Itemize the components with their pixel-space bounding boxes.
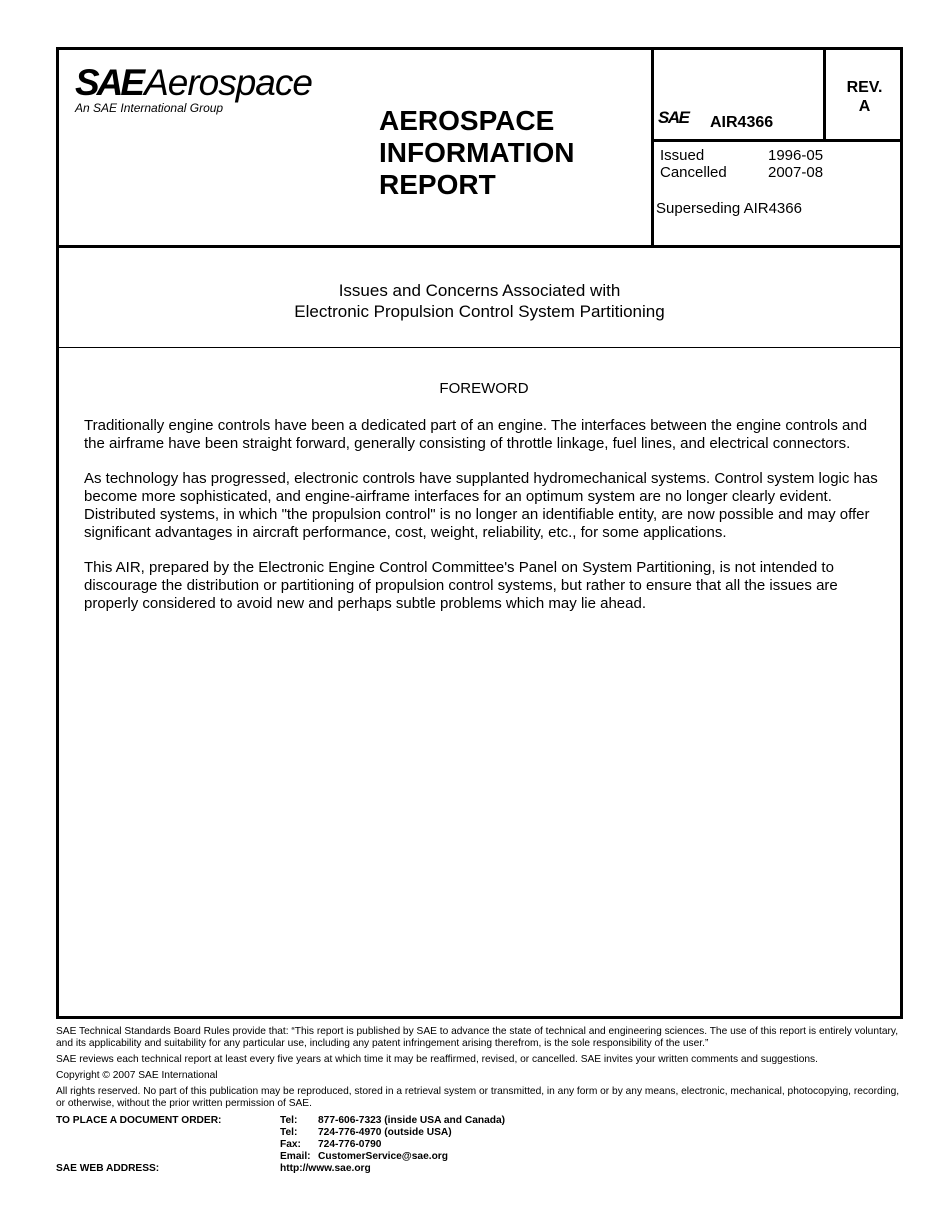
document-header <box>59 50 900 248</box>
logo-brand: SAE <box>75 62 143 103</box>
contact-label: Tel: <box>280 1115 298 1126</box>
contact-label: Fax: <box>280 1139 301 1150</box>
cancelled-date: 2007-08 <box>768 164 824 181</box>
contact-email: CustomerService@sae.org <box>318 1151 448 1162</box>
order-contacts <box>280 1115 505 1163</box>
superseding-note: Superseding AIR4366 <box>656 200 802 217</box>
doc-type-line: AEROSPACE <box>379 105 555 136</box>
sae-aerospace-logo <box>75 64 312 115</box>
revision-box <box>823 50 903 142</box>
section-heading: FOREWORD <box>439 380 529 397</box>
issued-label: Issued <box>660 147 705 164</box>
contact-row <box>280 1127 505 1139</box>
order-info <box>56 1115 909 1163</box>
logo-tagline: An SAE International Group <box>75 101 224 115</box>
document-footer <box>56 1026 909 1175</box>
title-line: Issues and Concerns Associated with <box>338 281 621 300</box>
contact-row <box>280 1151 505 1163</box>
contact-value: 724-776-4970 (outside USA) <box>318 1127 452 1138</box>
document-number-row <box>654 50 903 142</box>
footer-copyright: Copyright © 2007 SAE International <box>56 1070 218 1081</box>
web-address: http://www.sae.org <box>280 1163 371 1174</box>
body-paragraph: As technology has progressed, electronic controls have supplanted hydromechanical systems. Control system logic has become more sophisticated, and engine-airframe interfaces for an optimum system are no longer clearly evident. Distributed systems, in which "the propulsion control" is no longer an identifiable entity, are now possible and may offer significant advantages in aircraft performance, cost, weight, reliability, etc., for some applications. <box>84 470 878 541</box>
document-title <box>59 248 900 348</box>
contact-value: 877-606-7323 (inside USA and Canada) <box>318 1115 506 1126</box>
contact-label: Tel: <box>280 1127 298 1138</box>
footer-review: SAE reviews each technical report at least every five years at which time it may be reaffirmed, revised, or cancelled. SAE invites your written comments and suggestions. <box>56 1054 818 1065</box>
issued-date: 1996-05 <box>768 147 824 164</box>
contact-label: Email: <box>280 1151 311 1162</box>
revision-label: REV. <box>846 79 883 96</box>
footer-rules: SAE Technical Standards Board Rules provide that: “This report is published by SAE to advance the state of technical and engineering sciences. The use of this report is entirely voluntary, and its applicability and suitability for any particular use, including any patent infringement arising therefrom, is the sole responsibility of the user.” <box>56 1026 899 1049</box>
document-type <box>379 105 574 201</box>
doc-type-line: REPORT <box>379 169 496 200</box>
contact-row <box>280 1115 505 1127</box>
footer-rights: All rights reserved. No part of this publication may be reproduced, stored in a retrieval system or transmitted, in any form or by any means, electronic, mechanical, photocopying, recording, or otherwise, without the prior written permission of SAE. <box>56 1086 900 1109</box>
revision-value: A <box>858 98 871 115</box>
web-address-info <box>56 1163 909 1175</box>
logo-name: Aerospace <box>144 62 312 103</box>
contact-row <box>280 1139 505 1151</box>
document-frame <box>56 47 903 1019</box>
document-body <box>84 380 884 630</box>
doc-type-line: INFORMATION <box>379 137 575 168</box>
document-dates <box>660 147 823 181</box>
title-line: Electronic Propulsion Control System Partitioning <box>294 302 665 321</box>
web-label: SAE WEB ADDRESS: <box>56 1163 160 1174</box>
order-label: TO PLACE A DOCUMENT ORDER: <box>56 1115 222 1126</box>
cancelled-label: Cancelled <box>660 164 727 181</box>
contact-value: 724-776-0790 <box>318 1139 382 1150</box>
sae-mark: SAE <box>658 108 689 127</box>
body-paragraph: This AIR, prepared by the Electronic Engine Control Committee's Panel on System Partitioning, is not intended to discourage the distribution or partitioning of propulsion control systems, but rather to ensure that all the issues are properly considered to avoid new and perhaps subtle problems which may lie ahead. <box>84 559 838 612</box>
body-paragraph: Traditionally engine controls have been a dedicated part of an engine. The interfaces between the engine controls and the airframe have been straight forward, generally consisting of throttle linkage, fuel lines, and electrical connectors. <box>84 417 868 452</box>
document-number: AIR4366 <box>710 114 774 131</box>
document-info-block <box>651 50 903 248</box>
